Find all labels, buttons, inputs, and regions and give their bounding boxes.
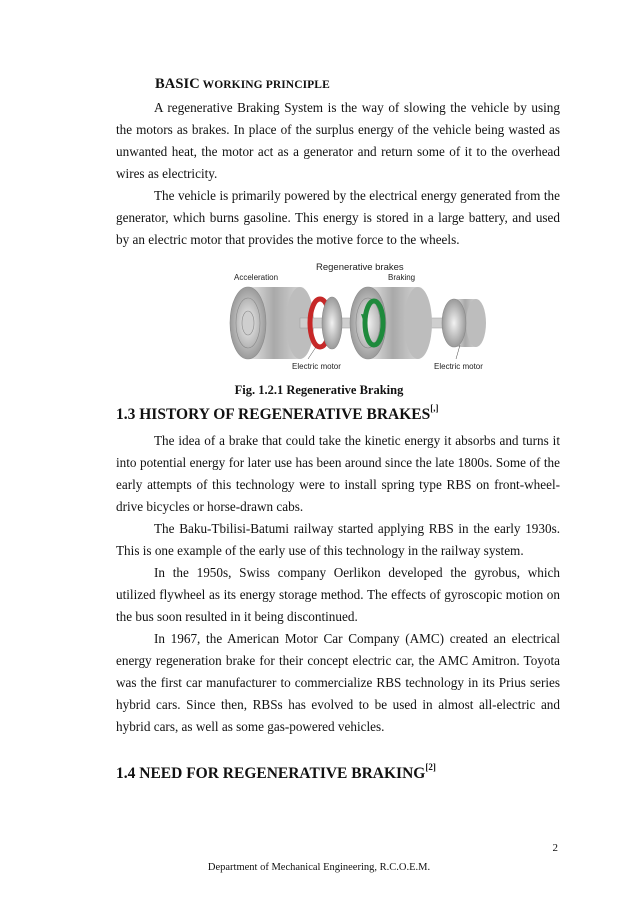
- regenerative-brakes-figure: [228, 259, 490, 373]
- paragraph: The idea of a brake that could take the kinetic energy it absorbs and turns it into potential energy for later use has been around since the late 1800s. Some of the early attempts of this technology were to install spring type RBS on front-wheel-drive bicycles or horse-drawn cabs.: [116, 433, 560, 514]
- history-body: [116, 430, 560, 738]
- paragraph: In the 1950s, Swiss company Oerlikon developed the gyrobus, which utilized flywheel as its energy storage method. The effects of gyroscopic motion on the bus soon resulted in it being discontinued.: [116, 565, 560, 624]
- acceleration-label: Acceleration: [234, 273, 279, 282]
- paragraph: The Baku-Tbilisi-Batumi railway started applying RBS in the early 1930s. This is one example of the early use of this technology in the railway system.: [116, 521, 560, 558]
- history-heading: 1.3 HISTORY OF REGENERATIVE BRAKES[,]: [116, 403, 439, 424]
- electric-motor-label-right: Electric motor: [434, 362, 483, 371]
- paragraph: A regenerative Braking System is the way of slowing the vehicle by using the motors as brakes. In place of the surplus energy of the vehicle being wasted as unwanted heat, the motor act as a generator and return some of it to the overhead wires as electricity.: [116, 100, 560, 181]
- braking-label: Braking: [388, 273, 416, 282]
- figure-title: Regenerative brakes: [316, 262, 404, 273]
- page-footer: Department of Mechanical Engineering, R.C.O.E.M.: [207, 862, 431, 873]
- page-number: 2: [552, 842, 558, 854]
- need-heading: 1.4 NEED FOR REGENERATIVE BRAKING[2]: [116, 762, 436, 783]
- paragraph: The vehicle is primarily powered by the electrical energy generated from the generator, which burns gasoline. This energy is stored in a large battery, and used by an electric motor that provides the motive force to the wheels.: [116, 188, 560, 247]
- left-motor-disc: [322, 297, 342, 349]
- basic-principle-body: [116, 97, 560, 251]
- electric-motor-label-left: Electric motor: [292, 362, 341, 371]
- middle-wheel: [350, 287, 432, 359]
- need-reference: [2]: [425, 762, 436, 772]
- basic-working-principle-heading: BASIC WORKING PRINCIPLE: [155, 76, 330, 92]
- history-reference: [,]: [430, 403, 439, 413]
- paragraph: In 1967, the American Motor Car Company (AMC) created an electrical energy regeneration brake for their concept electric car, the AMC Amitron. Toyota was the first car manufacturer to commercialize RBS technology in its Prius series hybrid cars. Since then, RBSs has evolved to be used in almost all-electric and hybrid cars, as well as some gas-powered vehicles.: [116, 631, 560, 734]
- figure-caption: Fig. 1.2.1 Regenerative Braking: [234, 383, 404, 397]
- right-wheel: [442, 299, 486, 347]
